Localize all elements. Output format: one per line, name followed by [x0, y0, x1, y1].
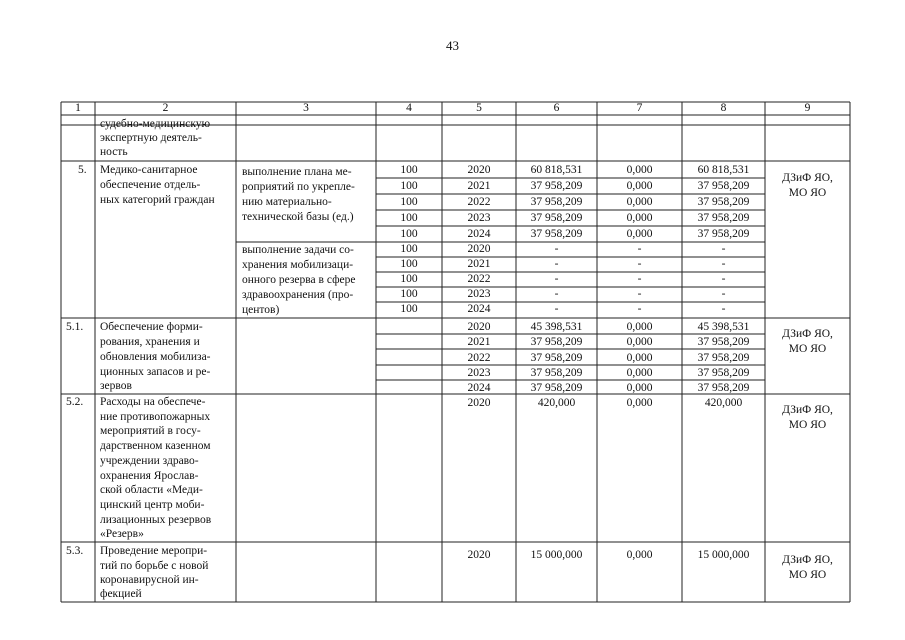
row-5-1-name-line: ционных запасов и ре- — [100, 366, 211, 378]
cell-year: 2024 — [467, 228, 491, 240]
cell-year: 2023 — [467, 288, 491, 300]
row-5-2-executor-line: ДЗиФ ЯО, — [782, 404, 833, 416]
row-5-2-name-line: цинский центр моби- — [100, 499, 205, 511]
cell-year: 2023 — [467, 367, 491, 379]
row-5-2-name-line: дарственном казенном — [100, 440, 211, 452]
row-5-3-amount-total: 15 000,000 — [530, 549, 583, 561]
col-header-4: 4 — [406, 102, 412, 114]
row-5-name-line: Медико-санитарное — [100, 164, 198, 176]
cell-amount-regional: 45 398,531 — [697, 321, 750, 333]
row-5-1-name-line: обновления мобилиза- — [100, 351, 211, 363]
row-5-1-executor-line: ДЗиФ ЯО, — [782, 328, 833, 340]
cell-amount-federal: - — [637, 288, 642, 300]
cell-amount-total: 37 958,209 — [530, 382, 583, 394]
cell-amount-regional: 37 958,209 — [697, 180, 750, 192]
row-5-2-name-line: мероприятий в госу- — [100, 425, 201, 437]
cell-amount-federal: 0,000 — [626, 321, 653, 333]
cell-target: 100 — [400, 303, 418, 315]
row-5-1-name-line: зервов — [100, 380, 132, 392]
cell-target: 100 — [400, 212, 418, 224]
row-5-2-executor-line: МО ЯО — [788, 419, 827, 431]
cell-amount-total: 37 958,209 — [530, 196, 583, 208]
cell-amount-total: 37 958,209 — [530, 180, 583, 192]
row-5-indicator-1-line: технической базы (ед.) — [242, 211, 354, 223]
row-5-3-executor-line: ДЗиФ ЯО, — [782, 554, 833, 566]
row-5-name-line: ных категорий граждан — [100, 194, 215, 206]
cell-amount-federal: 0,000 — [626, 382, 653, 394]
row-5-2-amount-regional: 420,000 — [704, 397, 743, 409]
row-5-1-name-line: рования, хранения и — [100, 336, 200, 348]
cell-amount-total: 37 958,209 — [530, 212, 583, 224]
cell-amount-federal: 0,000 — [626, 196, 653, 208]
cell-target: 100 — [400, 196, 418, 208]
row-5-2-name-line: охранения Ярослав- — [100, 470, 199, 482]
row-5-3-amount-federal: 0,000 — [626, 549, 653, 561]
row-5-2-number: 5.2. — [66, 396, 84, 408]
cell-amount-regional: 37 958,209 — [697, 352, 750, 364]
cell-amount-federal: - — [637, 303, 642, 315]
cell-target: 100 — [400, 228, 418, 240]
col-header-3: 3 — [303, 102, 309, 114]
cell-amount-total: - — [554, 303, 559, 315]
cell-amount-federal: 0,000 — [626, 212, 653, 224]
row-5-number: 5. — [78, 164, 87, 176]
cell-amount-regional: - — [721, 258, 726, 270]
row-5-3-year: 2020 — [467, 549, 491, 561]
row-5-indicator-2-line: центов) — [242, 304, 280, 316]
cell-amount-regional: 37 958,209 — [697, 228, 750, 240]
cell-amount-regional: 37 958,209 — [697, 196, 750, 208]
cell-year: 2022 — [467, 352, 491, 364]
row-5-1-executor-line: МО ЯО — [788, 343, 827, 355]
row-5-2-amount-federal: 0,000 — [626, 397, 653, 409]
cell-amount-total: 37 958,209 — [530, 367, 583, 379]
cell-amount-regional: 37 958,209 — [697, 382, 750, 394]
cell-amount-total: 60 818,531 — [530, 164, 583, 176]
row-5-indicator-1-line: выполнение плана ме- — [242, 166, 352, 178]
cont-name-line: ность — [100, 146, 128, 158]
cell-amount-total: - — [554, 243, 559, 255]
col-header-1: 1 — [75, 102, 81, 114]
cell-amount-federal: - — [637, 273, 642, 285]
cell-target: 100 — [400, 273, 418, 285]
cell-amount-federal: 0,000 — [626, 352, 653, 364]
cell-target: 100 — [400, 243, 418, 255]
cont-name-line: экспертную деятель- — [100, 132, 202, 144]
cell-year: 2022 — [467, 196, 491, 208]
cell-amount-regional: 37 958,209 — [697, 336, 750, 348]
cell-amount-regional: 37 958,209 — [697, 212, 750, 224]
row-5-1-name-line: Обеспечение форми- — [100, 321, 203, 333]
cell-amount-federal: 0,000 — [626, 164, 653, 176]
row-5-2-name-line: Расходы на обеспече- — [100, 396, 206, 408]
cell-year: 2020 — [467, 321, 491, 333]
row-5-3-name-line: тий по борьбе с новой — [100, 560, 209, 572]
cell-year: 2021 — [467, 180, 491, 192]
cell-year: 2020 — [467, 243, 491, 255]
cell-amount-federal: - — [637, 243, 642, 255]
cell-amount-federal: 0,000 — [626, 228, 653, 240]
cell-amount-regional: 60 818,531 — [697, 164, 750, 176]
row-5-indicator-1-line: роприятий по укрепле- — [242, 181, 355, 193]
cell-amount-total: - — [554, 288, 559, 300]
row-5-3-amount-regional: 15 000,000 — [697, 549, 750, 561]
cell-amount-total: - — [554, 273, 559, 285]
row-5-name-line: обеспечение отдель- — [100, 179, 201, 191]
col-header-9: 9 — [804, 102, 811, 114]
page-number: 43 — [446, 38, 459, 53]
row-5-executor-line: ДЗиФ ЯО, — [782, 172, 833, 184]
cell-amount-federal: 0,000 — [626, 367, 653, 379]
cell-year: 2022 — [467, 273, 491, 285]
row-5-3-name-line: фекцией — [100, 588, 142, 600]
row-5-3-executor-line: МО ЯО — [788, 569, 827, 581]
cell-amount-total: 37 958,209 — [530, 336, 583, 348]
row-5-2-name-line: ской области «Меди- — [100, 484, 203, 496]
cell-amount-federal: - — [637, 258, 642, 270]
cell-target: 100 — [400, 258, 418, 270]
row-5-indicator-2-line: здравоохранения (про- — [242, 289, 354, 301]
row-5-indicator-2-line: хранения мобилизаци- — [242, 259, 354, 271]
cont-name-line: судебно-медицинскую — [100, 118, 211, 130]
row-5-2-name-line: учреждении здраво- — [100, 455, 199, 467]
col-header-8: 8 — [720, 102, 727, 114]
cell-year: 2021 — [467, 336, 491, 348]
col-header-2: 2 — [162, 102, 169, 114]
cell-year: 2021 — [467, 258, 491, 270]
cell-target: 100 — [400, 288, 418, 300]
cell-year: 2024 — [467, 382, 491, 394]
cell-target: 100 — [400, 180, 418, 192]
cell-amount-regional: - — [721, 273, 726, 285]
cell-target: 100 — [400, 164, 418, 176]
row-5-1-number: 5.1. — [66, 321, 84, 333]
row-5-indicator-2-line: выполнение задачи со- — [242, 244, 354, 256]
cell-amount-federal: 0,000 — [626, 336, 653, 348]
row-5-2-name-line: лизационных резервов — [100, 514, 212, 526]
cell-amount-federal: 0,000 — [626, 180, 653, 192]
col-header-6: 6 — [553, 102, 560, 114]
cell-year: 2024 — [467, 303, 491, 315]
row-5-executor-line: МО ЯО — [788, 187, 827, 199]
cell-amount-regional: - — [721, 288, 726, 300]
row-5-indicator-1-line: нию материально- — [242, 196, 332, 208]
row-5-3-name-line: Проведение меропри- — [100, 545, 208, 557]
cell-amount-regional: - — [721, 303, 726, 315]
row-5-3-name-line: коронавирусной ин- — [100, 574, 199, 586]
cell-amount-total: 45 398,531 — [530, 321, 583, 333]
cell-amount-total: 37 958,209 — [530, 228, 583, 240]
row-5-2-amount-total: 420,000 — [537, 397, 576, 409]
col-header-7: 7 — [636, 102, 643, 114]
col-header-5: 5 — [476, 102, 482, 114]
row-5-3-number: 5.3. — [66, 545, 84, 557]
cell-amount-total: 37 958,209 — [530, 352, 583, 364]
row-5-2-name-line: ние противопожарных — [100, 411, 211, 423]
cell-year: 2023 — [467, 212, 491, 224]
row-5-2-name-line: «Резерв» — [100, 528, 144, 540]
cell-amount-regional: - — [721, 243, 726, 255]
cell-amount-regional: 37 958,209 — [697, 367, 750, 379]
row-5-2-year: 2020 — [467, 397, 491, 409]
cell-year: 2020 — [467, 164, 491, 176]
cell-amount-total: - — [554, 258, 559, 270]
row-5-indicator-2-line: онного резерва в сфере — [242, 274, 356, 286]
